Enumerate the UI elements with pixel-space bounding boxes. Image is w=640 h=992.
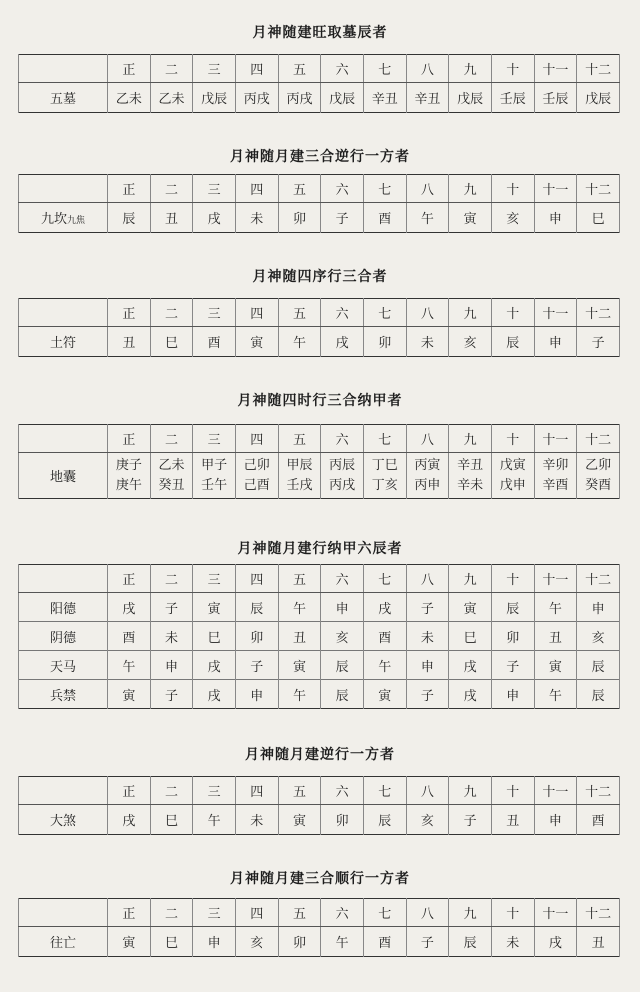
table-cell	[491, 453, 534, 499]
month-header: 七	[363, 299, 406, 327]
month-header: 八	[406, 299, 449, 327]
month-header: 七	[363, 565, 406, 593]
cell-line: 丙寅	[414, 457, 441, 473]
month-header: 三	[193, 899, 236, 927]
table-cell: 巳	[193, 622, 236, 651]
month-table	[18, 54, 620, 113]
table-cell: 丑	[577, 927, 620, 957]
table-cell: 戊辰	[193, 83, 236, 113]
table-cell	[193, 453, 236, 499]
table-cell: 辰	[363, 805, 406, 835]
month-table	[18, 898, 620, 957]
table-cell: 卯	[491, 622, 534, 651]
month-header: 正	[108, 299, 151, 327]
table-cell: 申	[534, 327, 577, 357]
table-cell: 酉	[363, 622, 406, 651]
table-cell: 辰	[577, 651, 620, 680]
cell-line: 癸酉	[585, 477, 612, 493]
table-row	[19, 453, 620, 499]
cell-line: 己卯	[243, 457, 270, 473]
table-cell: 戌	[193, 203, 236, 233]
table-cell: 午	[534, 593, 577, 622]
table-cell: 寅	[449, 593, 492, 622]
table-row	[19, 83, 620, 113]
table-cell: 酉	[577, 805, 620, 835]
table-cell: 卯	[278, 927, 321, 957]
table-cell: 巳	[577, 203, 620, 233]
table-cell: 卯	[321, 805, 364, 835]
table-cell: 乙未	[108, 83, 151, 113]
month-header: 二	[150, 899, 193, 927]
month-header: 九	[449, 425, 492, 453]
cell-line: 辛未	[457, 477, 484, 493]
month-table	[18, 174, 620, 233]
table-cell: 戌	[108, 593, 151, 622]
table-cell: 午	[534, 680, 577, 709]
table-cell	[150, 453, 193, 499]
header-row	[19, 55, 620, 83]
table-cell: 寅	[534, 651, 577, 680]
month-header: 二	[150, 175, 193, 203]
cell-line: 戊申	[499, 477, 526, 493]
month-header: 二	[150, 425, 193, 453]
month-header: 八	[406, 565, 449, 593]
table-cell: 子	[491, 651, 534, 680]
month-header: 七	[363, 899, 406, 927]
table-cell: 子	[577, 327, 620, 357]
month-header: 正	[108, 777, 151, 805]
table-cell: 寅	[235, 327, 278, 357]
row-label	[19, 453, 108, 499]
cell-line: 丙戌	[329, 477, 356, 493]
month-header: 十二	[577, 55, 620, 83]
month-header: 十二	[577, 777, 620, 805]
table-cell: 戊辰	[321, 83, 364, 113]
row-label-text: 阴德	[49, 630, 76, 646]
table-cell: 辰	[108, 203, 151, 233]
table-cell: 辰	[449, 927, 492, 957]
month-header: 二	[150, 299, 193, 327]
month-header: 四	[235, 565, 278, 593]
corner-cell	[19, 565, 108, 593]
section-title: 月神随四时行三合纳甲者	[237, 393, 403, 409]
header-row	[19, 425, 620, 453]
table-cell: 巳	[449, 622, 492, 651]
month-header: 九	[449, 899, 492, 927]
table-cell: 亥	[577, 622, 620, 651]
table-cell	[278, 453, 321, 499]
table-cell	[449, 453, 492, 499]
row-label-text: 土符	[49, 336, 76, 351]
row-label-note: 九焦	[67, 216, 86, 226]
corner-cell	[19, 55, 108, 83]
table-cell: 酉	[193, 327, 236, 357]
month-header: 四	[235, 175, 278, 203]
table-cell: 丙戌	[278, 83, 321, 113]
row-label-text: 九坎	[40, 212, 67, 227]
table-cell: 巳	[150, 805, 193, 835]
row-label-text: 往亡	[49, 936, 76, 951]
month-header: 四	[235, 777, 278, 805]
month-header: 四	[235, 425, 278, 453]
row-label	[19, 327, 108, 357]
table-cell: 寅	[363, 680, 406, 709]
table-cell: 寅	[108, 680, 151, 709]
table-cell: 午	[278, 680, 321, 709]
table-cell: 卯	[278, 203, 321, 233]
table-cell: 丑	[278, 622, 321, 651]
month-header: 三	[193, 55, 236, 83]
table-cell: 亥	[235, 927, 278, 957]
table-cell: 午	[193, 805, 236, 835]
month-header: 四	[235, 299, 278, 327]
table-cell	[363, 453, 406, 499]
month-header: 十	[491, 565, 534, 593]
table-cell: 巳	[150, 327, 193, 357]
month-header: 五	[278, 425, 321, 453]
month-header: 七	[363, 175, 406, 203]
cell-line: 壬戌	[286, 477, 313, 493]
month-header: 五	[278, 175, 321, 203]
month-header: 七	[363, 425, 406, 453]
table-cell: 未	[406, 622, 449, 651]
table-cell: 酉	[108, 622, 151, 651]
table-cell: 寅	[108, 927, 151, 957]
month-header: 六	[321, 565, 364, 593]
row-label	[19, 927, 108, 957]
table-cell: 寅	[278, 805, 321, 835]
header-row	[19, 777, 620, 805]
table-row	[19, 651, 620, 680]
row-label	[19, 593, 108, 622]
table-cell: 乙未	[150, 83, 193, 113]
section-title: 月神随四序行三合者	[252, 269, 388, 285]
table-cell: 丙戌	[235, 83, 278, 113]
cell-line: 丁巳	[371, 457, 398, 473]
table-cell: 子	[150, 593, 193, 622]
month-header: 八	[406, 175, 449, 203]
cell-line: 庚午	[115, 477, 142, 493]
month-header: 七	[363, 55, 406, 83]
month-header: 二	[150, 565, 193, 593]
month-header: 四	[235, 55, 278, 83]
table-cell: 午	[108, 651, 151, 680]
table-cell: 酉	[363, 927, 406, 957]
table-cell: 酉	[363, 203, 406, 233]
month-header: 正	[108, 55, 151, 83]
month-header: 三	[193, 565, 236, 593]
table-cell: 未	[150, 622, 193, 651]
table-cell	[321, 453, 364, 499]
cell-line: 甲子	[201, 457, 228, 473]
cell-line: 甲辰	[286, 457, 313, 473]
month-header: 五	[278, 299, 321, 327]
month-header: 八	[406, 425, 449, 453]
table-cell: 未	[491, 927, 534, 957]
table-cell: 戌	[321, 327, 364, 357]
table-cell: 申	[577, 593, 620, 622]
row-label	[19, 83, 108, 113]
section-title: 月神随月建三合顺行一方者	[230, 871, 410, 887]
table-cell: 申	[321, 593, 364, 622]
month-header: 八	[406, 777, 449, 805]
table-cell: 寅	[193, 593, 236, 622]
month-header: 八	[406, 899, 449, 927]
table-cell	[577, 453, 620, 499]
month-header: 六	[321, 777, 364, 805]
table-cell: 丑	[534, 622, 577, 651]
month-header: 十二	[577, 899, 620, 927]
corner-cell	[19, 425, 108, 453]
month-table	[18, 424, 620, 499]
table-cell: 申	[534, 805, 577, 835]
table-cell: 辰	[577, 680, 620, 709]
month-header: 十二	[577, 425, 620, 453]
table-cell: 戌	[363, 593, 406, 622]
header-row	[19, 299, 620, 327]
month-header: 三	[193, 175, 236, 203]
table-cell: 申	[235, 680, 278, 709]
table-cell: 午	[406, 203, 449, 233]
month-header: 九	[449, 55, 492, 83]
table-cell: 亥	[406, 805, 449, 835]
table-row	[19, 927, 620, 957]
table-row	[19, 203, 620, 233]
month-header: 六	[321, 299, 364, 327]
month-header: 十一	[534, 565, 577, 593]
month-header: 十	[491, 899, 534, 927]
month-header: 九	[449, 565, 492, 593]
table-cell: 午	[278, 327, 321, 357]
table-cell: 戌	[108, 805, 151, 835]
table-cell: 辰	[321, 680, 364, 709]
corner-cell	[19, 899, 108, 927]
month-header: 二	[150, 55, 193, 83]
table-row	[19, 593, 620, 622]
month-header: 七	[363, 777, 406, 805]
month-header: 十	[491, 55, 534, 83]
table-cell: 辰	[235, 593, 278, 622]
table-cell: 卯	[363, 327, 406, 357]
cell-line: 癸丑	[158, 477, 185, 493]
row-label-text: 地囊	[49, 470, 76, 485]
row-label	[19, 651, 108, 680]
table-cell: 辛丑	[363, 83, 406, 113]
cell-line: 己酉	[243, 477, 270, 493]
table-cell: 亥	[491, 203, 534, 233]
table-cell: 子	[449, 805, 492, 835]
table-cell: 午	[321, 927, 364, 957]
month-header: 五	[278, 565, 321, 593]
table-cell: 辛丑	[406, 83, 449, 113]
cell-line: 丙辰	[329, 457, 356, 473]
month-header: 十二	[577, 299, 620, 327]
table-cell: 丑	[108, 327, 151, 357]
header-row	[19, 899, 620, 927]
month-header: 八	[406, 55, 449, 83]
month-header: 十	[491, 777, 534, 805]
table-cell: 亥	[321, 622, 364, 651]
month-header: 十一	[534, 299, 577, 327]
table-cell: 辰	[321, 651, 364, 680]
table-cell: 子	[406, 680, 449, 709]
table-cell: 未	[406, 327, 449, 357]
month-header: 十	[491, 299, 534, 327]
cell-line: 戊寅	[499, 457, 526, 473]
table-row	[19, 327, 620, 357]
table-cell: 未	[235, 203, 278, 233]
month-header: 九	[449, 299, 492, 327]
table-cell: 子	[406, 593, 449, 622]
month-header: 二	[150, 777, 193, 805]
row-label	[19, 203, 108, 233]
table-cell: 壬辰	[534, 83, 577, 113]
table-cell: 申	[534, 203, 577, 233]
month-header: 三	[193, 425, 236, 453]
month-header: 三	[193, 777, 236, 805]
table-cell: 申	[150, 651, 193, 680]
table-cell: 寅	[449, 203, 492, 233]
month-header: 五	[278, 899, 321, 927]
table-cell: 寅	[278, 651, 321, 680]
table-cell: 子	[321, 203, 364, 233]
month-header: 十	[491, 425, 534, 453]
table-cell: 申	[406, 651, 449, 680]
month-header: 正	[108, 425, 151, 453]
header-row	[19, 175, 620, 203]
row-label	[19, 622, 108, 651]
table-cell: 子	[235, 651, 278, 680]
table-cell: 亥	[449, 327, 492, 357]
table-cell: 申	[491, 680, 534, 709]
section-title: 月神随建旺取墓辰者	[252, 25, 388, 41]
row-label-text: 五墓	[49, 92, 76, 107]
month-header: 十一	[534, 899, 577, 927]
table-cell: 申	[193, 927, 236, 957]
month-header: 正	[108, 565, 151, 593]
table-cell: 戊辰	[449, 83, 492, 113]
cell-line: 丙申	[414, 477, 441, 493]
table-cell: 辰	[491, 593, 534, 622]
table-row	[19, 622, 620, 651]
table-cell	[108, 453, 151, 499]
cell-line: 庚子	[115, 457, 142, 473]
table-row	[19, 680, 620, 709]
cell-line: 辛丑	[457, 457, 484, 473]
table-cell: 巳	[150, 927, 193, 957]
corner-cell	[19, 299, 108, 327]
month-header: 十二	[577, 565, 620, 593]
section-title: 月神随月建三合逆行一方者	[230, 149, 410, 165]
table-cell: 午	[278, 593, 321, 622]
table-cell	[534, 453, 577, 499]
table-cell: 子	[406, 927, 449, 957]
table-cell	[235, 453, 278, 499]
table-cell: 戌	[449, 680, 492, 709]
month-header: 正	[108, 899, 151, 927]
month-header: 十	[491, 175, 534, 203]
month-header: 六	[321, 175, 364, 203]
month-header: 六	[321, 899, 364, 927]
month-header: 六	[321, 425, 364, 453]
section-title: 月神随月建行纳甲六辰者	[237, 541, 403, 557]
table-cell: 戌	[193, 680, 236, 709]
table-cell: 子	[150, 680, 193, 709]
month-header: 四	[235, 899, 278, 927]
month-table	[18, 564, 620, 709]
section-title: 月神随月建逆行一方者	[245, 747, 395, 763]
cell-line: 乙卯	[585, 457, 612, 473]
table-cell: 未	[235, 805, 278, 835]
month-header: 十一	[534, 55, 577, 83]
month-header: 三	[193, 299, 236, 327]
cell-line: 丁亥	[371, 477, 398, 493]
month-header: 六	[321, 55, 364, 83]
month-table	[18, 298, 620, 357]
table-cell: 午	[363, 651, 406, 680]
month-header: 九	[449, 777, 492, 805]
row-label-text: 大煞	[49, 814, 76, 829]
table-cell: 丑	[491, 805, 534, 835]
table-cell: 戌	[449, 651, 492, 680]
month-header: 九	[449, 175, 492, 203]
row-label-text: 兵禁	[49, 688, 76, 704]
cell-line: 辛卯	[542, 457, 569, 473]
table-cell	[406, 453, 449, 499]
month-header: 五	[278, 777, 321, 805]
row-label	[19, 805, 108, 835]
month-header: 十一	[534, 425, 577, 453]
cell-line: 乙未	[158, 457, 185, 473]
corner-cell	[19, 777, 108, 805]
header-row	[19, 565, 620, 593]
table-cell: 壬辰	[491, 83, 534, 113]
table-cell: 戌	[193, 651, 236, 680]
table-cell: 丑	[150, 203, 193, 233]
month-header: 十二	[577, 175, 620, 203]
corner-cell	[19, 175, 108, 203]
cell-line: 壬午	[201, 477, 228, 493]
month-header: 正	[108, 175, 151, 203]
table-cell: 辰	[491, 327, 534, 357]
table-cell: 卯	[235, 622, 278, 651]
row-label	[19, 680, 108, 709]
month-header: 十一	[534, 175, 577, 203]
table-row	[19, 805, 620, 835]
table-cell: 戊辰	[577, 83, 620, 113]
cell-line: 辛酉	[542, 477, 569, 493]
month-header: 十一	[534, 777, 577, 805]
row-label-text: 阳德	[49, 601, 76, 617]
month-table	[18, 776, 620, 835]
table-cell: 戌	[534, 927, 577, 957]
row-label-text: 天马	[49, 659, 76, 675]
month-header: 五	[278, 55, 321, 83]
